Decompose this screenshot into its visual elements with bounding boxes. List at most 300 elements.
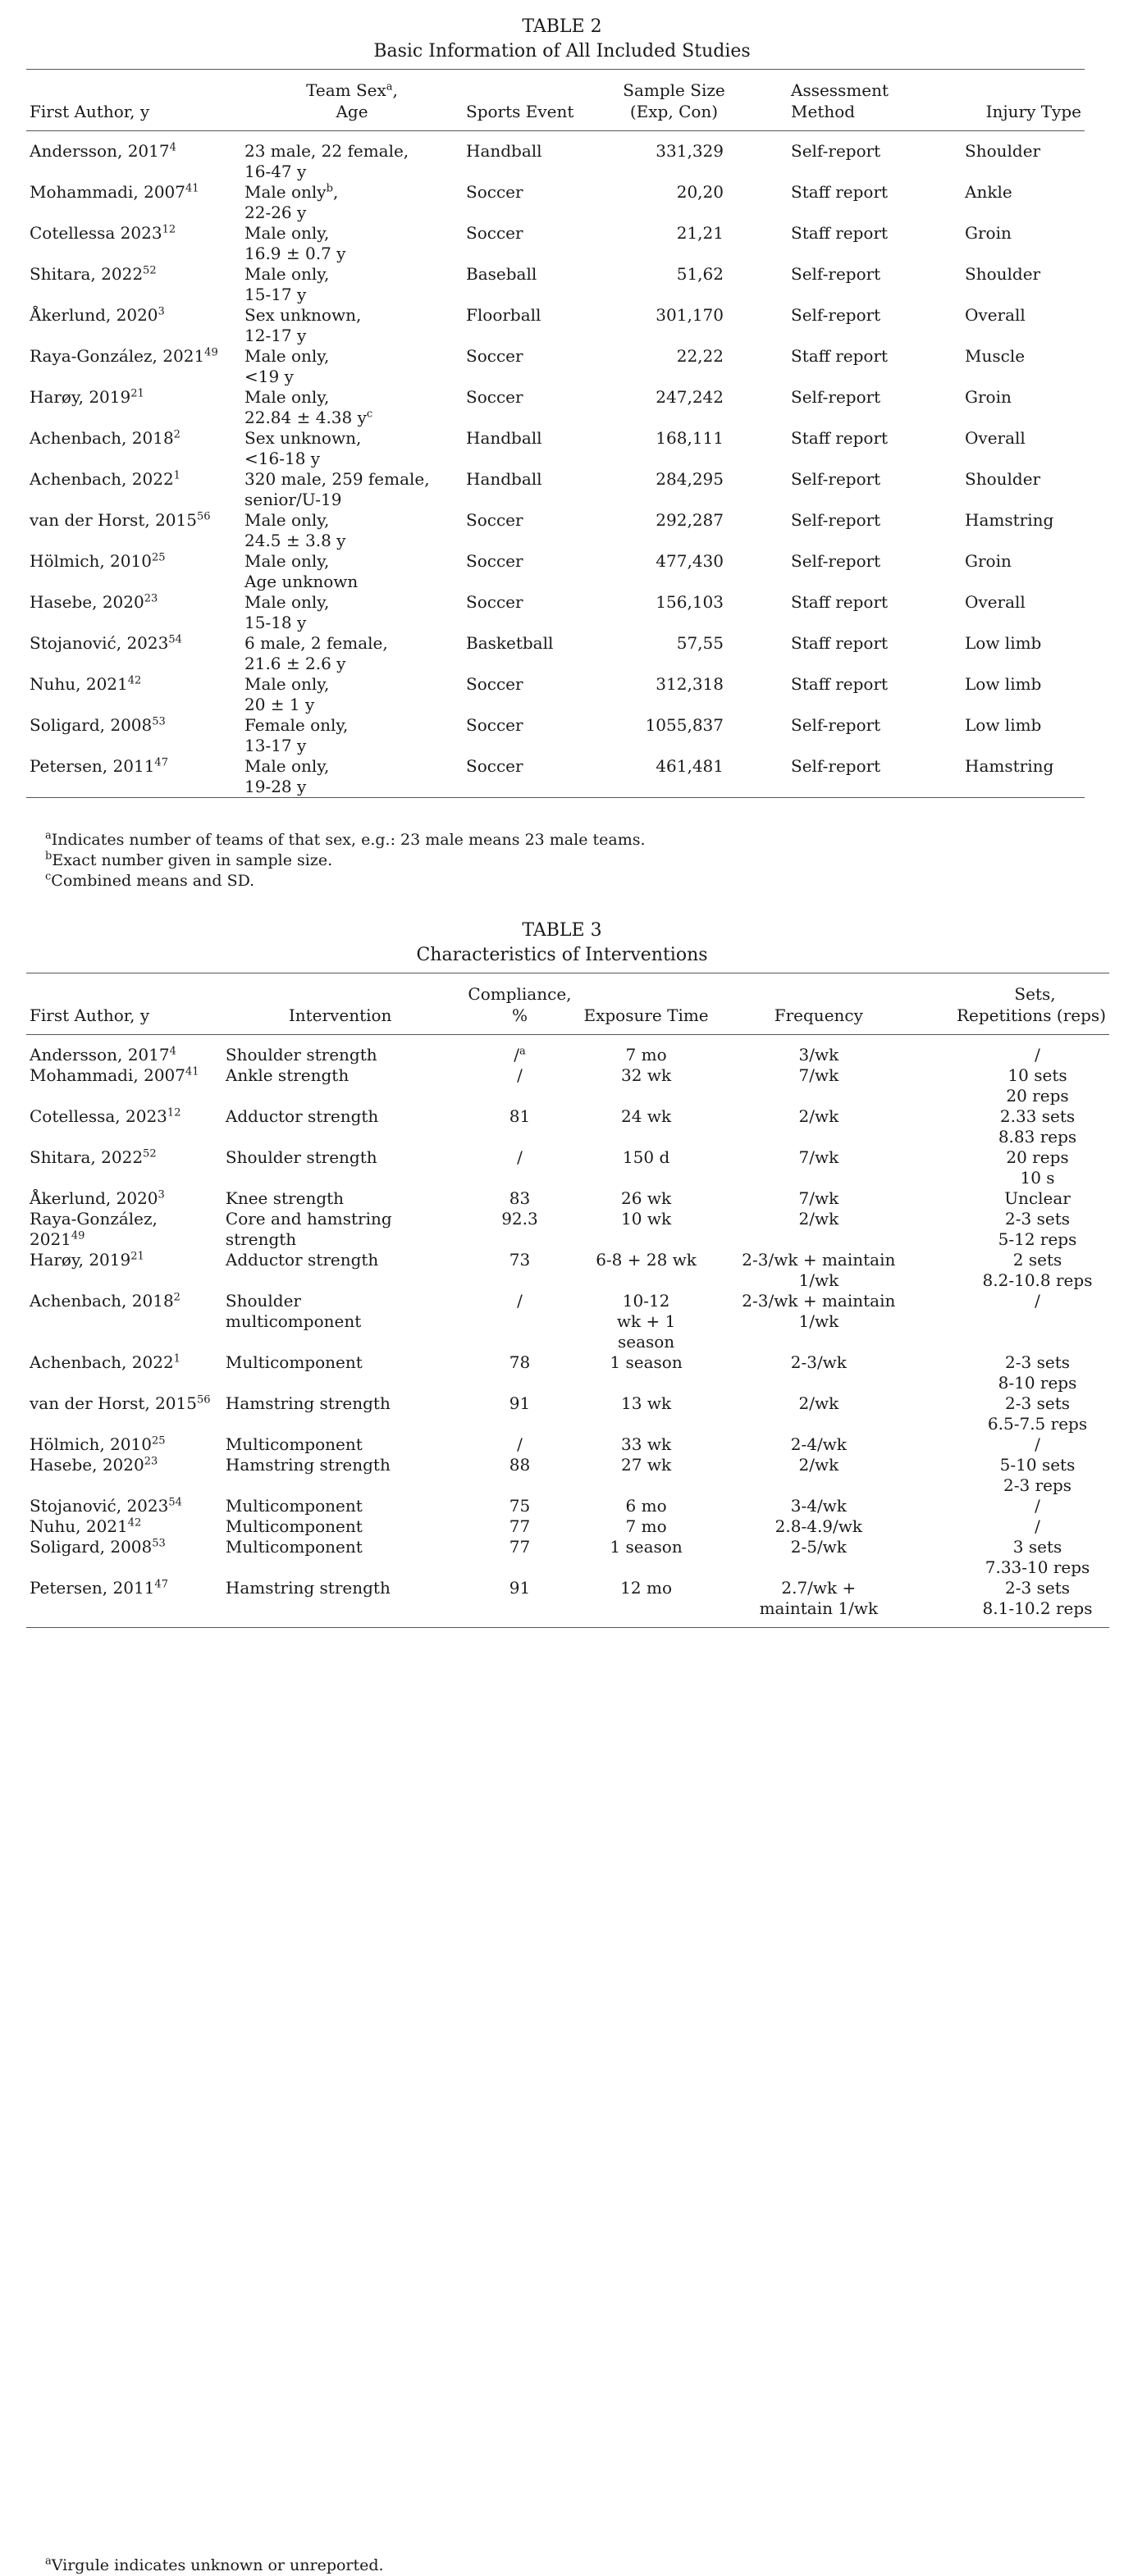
table-3-title: TABLE 3 xyxy=(522,920,602,941)
cell-sample-size xyxy=(615,756,733,798)
assessment-method: Self-report xyxy=(791,264,881,284)
cell-exposure-time xyxy=(575,1455,718,1496)
frequency: 2-3/wk + maintain 1/wk xyxy=(742,1291,896,1331)
author-name: Hölmich, 2010 xyxy=(30,1434,152,1454)
injury-type: Low limb xyxy=(965,715,1042,735)
compliance: / xyxy=(517,1065,523,1085)
cell-intervention xyxy=(216,1209,465,1250)
cell-frequency xyxy=(718,1209,920,1250)
team-sex: Sex unknown, xyxy=(244,305,362,325)
author-name: Achenbach, 2018 xyxy=(30,428,174,448)
cell-exposure-time xyxy=(575,1065,718,1106)
frequency: 2-5/wk xyxy=(790,1537,847,1557)
injury-type: Low limb xyxy=(965,633,1042,653)
assessment-method: Staff report xyxy=(791,633,889,653)
table-2-grid xyxy=(26,69,1085,798)
cell-intervention xyxy=(216,1188,465,1209)
reference-number: 4 xyxy=(169,141,176,154)
cell-exposure-time xyxy=(575,1250,718,1291)
cell-frequency xyxy=(718,1434,920,1455)
exposure-time: 33 wk xyxy=(621,1434,672,1454)
col-header-exposure-time: Exposure Time xyxy=(583,1005,709,1025)
sample-size: 22,22 xyxy=(676,346,724,366)
exposure-time: 27 wk xyxy=(621,1455,672,1475)
cell-sets-reps xyxy=(920,1188,1109,1209)
team-sex: Male only, xyxy=(244,264,330,284)
sample-size: 21,21 xyxy=(676,223,724,243)
team-sex: 320 male, 259 female, xyxy=(244,469,430,489)
cell-sets-reps xyxy=(920,1496,1109,1516)
cell-author xyxy=(26,510,241,551)
cell-exposure-time xyxy=(575,1578,718,1628)
cell-sets-reps xyxy=(920,1147,1109,1188)
team-age: 12-17 y xyxy=(244,326,307,345)
frequency: 2-3/wk + maintain 1/wk xyxy=(742,1250,896,1290)
cell-author xyxy=(26,715,241,756)
cell-compliance xyxy=(464,1496,574,1516)
cell-compliance xyxy=(464,1537,574,1578)
team-sex: Male only, xyxy=(244,510,330,530)
compliance: 91 xyxy=(509,1393,531,1413)
sports-event: Soccer xyxy=(466,182,523,202)
cell-author xyxy=(26,131,241,183)
intervention: multicomponent xyxy=(225,1311,362,1331)
compliance: / xyxy=(514,1045,519,1065)
compliance: 91 xyxy=(509,1578,531,1598)
cell-assessment-method xyxy=(733,182,947,223)
table-row xyxy=(26,551,1085,592)
table-row xyxy=(26,1537,1109,1578)
cell-assessment-method xyxy=(733,756,947,798)
cell-injury-type xyxy=(947,264,1085,305)
injury-type: Shoulder xyxy=(965,264,1041,284)
cell-sample-size xyxy=(615,551,733,592)
cell-author xyxy=(26,1352,216,1393)
team-age: 19-28 y xyxy=(244,777,307,796)
cell-sets-reps xyxy=(920,1393,1109,1434)
exposure-time: 1 season xyxy=(610,1537,683,1557)
cell-sets-reps xyxy=(920,1065,1109,1106)
intervention: Adductor strength xyxy=(225,1250,379,1270)
cell-compliance xyxy=(464,1455,574,1496)
cell-team-sex-age xyxy=(241,305,463,346)
compliance: / xyxy=(517,1434,523,1454)
cell-sports-event xyxy=(463,715,615,756)
cell-frequency xyxy=(718,1250,920,1291)
sets-reps: 2 sets xyxy=(1012,1250,1062,1270)
sample-size: 168,111 xyxy=(656,428,724,448)
cell-sports-event xyxy=(463,592,615,633)
cell-team-sex-age xyxy=(241,674,463,715)
exposure-time: season xyxy=(617,1332,675,1352)
cell-team-sex-age xyxy=(241,264,463,305)
cell-assessment-method xyxy=(733,346,947,387)
author-name: Achenbach, 2022 xyxy=(30,469,174,489)
table-row xyxy=(26,1496,1109,1516)
cell-compliance xyxy=(464,1352,574,1393)
sample-size: 57,55 xyxy=(676,633,724,653)
table-row xyxy=(26,1250,1109,1291)
cell-compliance xyxy=(464,1516,574,1537)
team-sex: Male only, xyxy=(244,223,330,243)
cell-sample-size xyxy=(615,387,733,428)
cell-sample-size xyxy=(615,428,733,469)
sets-reps: 20 reps xyxy=(1006,1147,1069,1167)
team-age: <16-18 y xyxy=(244,449,321,468)
assessment-method: Self-report xyxy=(791,715,881,735)
cell-assessment-method xyxy=(733,387,947,428)
cell-assessment-method xyxy=(733,305,947,346)
team-sex: Male only, xyxy=(244,387,330,407)
sets-reps: 5-12 reps xyxy=(998,1229,1077,1249)
sports-event: Soccer xyxy=(466,756,523,776)
compliance: / xyxy=(517,1291,523,1311)
cell-team-sex-age xyxy=(241,428,463,469)
cell-team-sex-age xyxy=(241,346,463,387)
reference-number: 12 xyxy=(167,1106,181,1119)
footnote-a: $^a$Virgule indicates unknown or unreported. xyxy=(45,2555,384,2574)
cell-author xyxy=(26,1291,216,1352)
injury-type: Overall xyxy=(965,592,1026,612)
sports-event: Basketball xyxy=(466,633,554,653)
sets-reps: / xyxy=(1035,1434,1040,1454)
table-row xyxy=(26,510,1085,551)
team-age: senior/U-19 xyxy=(244,490,342,509)
frequency: 3/wk xyxy=(798,1045,839,1065)
author-name: Achenbach, 2018 xyxy=(30,1291,174,1311)
sports-event: Soccer xyxy=(466,346,523,366)
sports-event: Soccer xyxy=(466,387,523,407)
reference-number: 25 xyxy=(151,551,166,564)
intervention: Adductor strength xyxy=(225,1106,379,1126)
compliance: 88 xyxy=(509,1455,531,1475)
exposure-time: 6-8 + 28 wk xyxy=(596,1250,697,1270)
table-row xyxy=(26,715,1085,756)
author-name: Åkerlund, 2020 xyxy=(30,305,158,325)
frequency: 2/wk xyxy=(798,1106,839,1126)
cell-sample-size xyxy=(615,715,733,756)
assessment-method: Self-report xyxy=(791,510,881,530)
team-sex: Male only, xyxy=(244,756,330,776)
reference-number: 3 xyxy=(158,305,165,318)
sports-event: Soccer xyxy=(466,715,523,735)
team-sex: Sex unknown, xyxy=(244,428,362,448)
assessment-method: Self-report xyxy=(791,387,881,407)
cell-frequency xyxy=(718,1516,920,1537)
sample-size: 20,20 xyxy=(676,182,724,202)
reference-number: 2 xyxy=(173,428,180,441)
exposure-time: 7 mo xyxy=(625,1516,667,1536)
author-name: Raya-González, 2021 xyxy=(30,1209,158,1249)
author-name: Hasebe, 2020 xyxy=(30,1455,144,1475)
exposure-time: 26 wk xyxy=(621,1188,672,1208)
frequency: 7/wk xyxy=(798,1188,839,1208)
injury-type: Groin xyxy=(965,387,1012,407)
cell-frequency xyxy=(718,1188,920,1209)
table-row xyxy=(26,1393,1109,1434)
assessment-method: Self-report xyxy=(791,756,881,776)
cell-author xyxy=(26,1496,216,1516)
table-row xyxy=(26,1578,1109,1628)
cell-frequency xyxy=(718,1035,920,1066)
cell-intervention xyxy=(216,1291,465,1352)
sets-reps: 8.83 reps xyxy=(998,1127,1077,1147)
sets-reps: 10 sets xyxy=(1007,1065,1067,1085)
cell-assessment-method xyxy=(733,428,947,469)
cell-team-sex-age xyxy=(241,633,463,674)
cell-injury-type xyxy=(947,592,1085,633)
exposure-time: 12 mo xyxy=(620,1578,672,1598)
cell-assessment-method xyxy=(733,715,947,756)
footnote-marker: a xyxy=(519,1045,526,1058)
table-row xyxy=(26,346,1085,387)
cell-intervention xyxy=(216,1393,465,1434)
injury-type: Ankle xyxy=(965,182,1012,202)
cell-author xyxy=(26,346,241,387)
footnote-b: $^b$Exact number given in sample size. xyxy=(45,850,333,869)
cell-author xyxy=(26,264,241,305)
cell-compliance xyxy=(464,1578,574,1628)
intervention: Multicomponent xyxy=(225,1352,363,1372)
cell-exposure-time xyxy=(575,1496,718,1516)
sample-size: 247,242 xyxy=(656,387,724,407)
intervention: Shoulder strength xyxy=(225,1147,377,1167)
cell-sample-size xyxy=(615,223,733,264)
author-name: Petersen, 2011 xyxy=(30,1578,155,1598)
sample-size: 477,430 xyxy=(656,551,724,571)
cell-exposure-time xyxy=(575,1434,718,1455)
author-name: Harøy, 2019 xyxy=(30,1250,131,1270)
sets-reps: 5-10 sets xyxy=(999,1455,1076,1475)
cell-sample-size xyxy=(615,592,733,633)
cell-frequency xyxy=(718,1496,920,1516)
sets-reps: 8.2-10.8 reps xyxy=(982,1270,1093,1290)
table-row xyxy=(26,633,1085,674)
table-2-caption: Basic Information of All Included Studies xyxy=(373,41,751,62)
injury-type: Groin xyxy=(965,551,1012,571)
cell-author xyxy=(26,633,241,674)
table-row xyxy=(26,428,1085,469)
team-sex: Male only, xyxy=(244,674,330,694)
intervention: Shoulder strength xyxy=(225,1045,377,1065)
author-name: van der Horst, 2015 xyxy=(30,1393,197,1413)
exposure-time: 7 mo xyxy=(625,1045,667,1065)
sets-reps: / xyxy=(1035,1516,1040,1536)
author-name: Achenbach, 2022 xyxy=(30,1352,174,1372)
col-header-author: First Author, y xyxy=(30,1005,150,1025)
exposure-time: 10 wk xyxy=(621,1209,672,1229)
exposure-time: wk + 1 xyxy=(616,1311,676,1331)
reference-number: 21 xyxy=(130,1250,144,1263)
cell-assessment-method xyxy=(733,469,947,510)
cell-author xyxy=(26,551,241,592)
intervention: Shoulder xyxy=(225,1291,301,1311)
cell-author xyxy=(26,387,241,428)
cell-sports-event xyxy=(463,346,615,387)
author-name: Raya-González, 2021 xyxy=(30,346,205,366)
injury-type: Overall xyxy=(965,428,1026,448)
exposure-time: 24 wk xyxy=(621,1106,672,1126)
cell-frequency xyxy=(718,1455,920,1496)
cell-intervention xyxy=(216,1516,465,1537)
table-3 xyxy=(0,919,1124,2574)
compliance: 78 xyxy=(509,1352,531,1372)
sets-reps: Unclear xyxy=(1004,1188,1071,1208)
author-name: Stojanović, 2023 xyxy=(30,633,169,653)
cell-author xyxy=(26,756,241,798)
intervention: Knee strength xyxy=(225,1188,345,1208)
reference-number: 52 xyxy=(143,1147,157,1160)
team-age: 21.6 ± 2.6 y xyxy=(244,654,346,673)
cell-author xyxy=(26,1537,216,1578)
reference-number: 23 xyxy=(144,592,158,605)
compliance: 73 xyxy=(509,1250,531,1270)
sample-size: 292,287 xyxy=(656,510,724,530)
cell-exposure-time xyxy=(575,1147,718,1188)
cell-sample-size xyxy=(615,674,733,715)
exposure-time: 150 d xyxy=(622,1147,670,1167)
table-row xyxy=(26,1291,1109,1352)
cell-sports-event xyxy=(463,182,615,223)
cell-sample-size xyxy=(615,305,733,346)
sets-reps: 3 sets xyxy=(1012,1537,1062,1557)
assessment-method: Staff report xyxy=(791,223,889,243)
author-name: Mohammadi, 2007 xyxy=(30,1065,185,1085)
table-row xyxy=(26,1106,1109,1147)
cell-author xyxy=(26,1393,216,1434)
cell-frequency xyxy=(718,1537,920,1578)
sets-reps: / xyxy=(1035,1496,1040,1516)
reference-number: 53 xyxy=(152,715,166,728)
author-name: Nuhu, 2021 xyxy=(30,674,128,694)
col-header-sample-size: Sample Size (Exp, Con) xyxy=(623,80,725,121)
team-sex: Female only, xyxy=(244,715,349,735)
sports-event: Handball xyxy=(466,428,542,448)
table-3-grid xyxy=(26,973,1109,1628)
cell-injury-type xyxy=(947,428,1085,469)
author-name: Petersen, 2011 xyxy=(30,756,155,776)
cell-assessment-method xyxy=(733,264,947,305)
cell-author xyxy=(26,1434,216,1455)
table-row xyxy=(26,674,1085,715)
sample-size: 284,295 xyxy=(656,469,724,489)
cell-sets-reps xyxy=(920,1250,1109,1291)
table-3-header-row xyxy=(26,973,1109,1035)
cell-injury-type xyxy=(947,223,1085,264)
cell-intervention xyxy=(216,1035,465,1066)
compliance: 75 xyxy=(509,1496,531,1516)
cell-injury-type xyxy=(947,469,1085,510)
sports-event: Soccer xyxy=(466,551,523,571)
cell-sample-size xyxy=(615,633,733,674)
cell-compliance xyxy=(464,1393,574,1434)
cell-frequency xyxy=(718,1291,920,1352)
footnote-c: $^c$Combined means and SD. xyxy=(45,870,255,890)
sets-reps: 2-3 sets xyxy=(1005,1578,1070,1598)
reference-number: 41 xyxy=(185,1065,199,1078)
injury-type: Groin xyxy=(965,223,1012,243)
compliance: 77 xyxy=(509,1537,531,1557)
cell-intervention xyxy=(216,1065,465,1106)
injury-type: Muscle xyxy=(965,346,1026,366)
sets-reps: 20 reps xyxy=(1006,1086,1069,1106)
assessment-method: Staff report xyxy=(791,674,889,694)
cell-team-sex-age xyxy=(241,715,463,756)
cell-injury-type xyxy=(947,346,1085,387)
assessment-method: Self-report xyxy=(791,141,881,161)
exposure-time: 13 wk xyxy=(621,1393,672,1413)
cell-sample-size xyxy=(615,182,733,223)
frequency: 2-4/wk xyxy=(790,1434,847,1454)
team-sex: Male only, xyxy=(244,592,330,612)
cell-sports-event xyxy=(463,633,615,674)
col-header-sets-reps: Sets, Repetitions (reps) xyxy=(956,984,1106,1025)
footnote-marker: b xyxy=(326,182,333,195)
cell-compliance xyxy=(464,1065,574,1106)
cell-frequency xyxy=(718,1352,920,1393)
injury-type: Shoulder xyxy=(965,469,1041,489)
cell-author xyxy=(26,592,241,633)
intervention: Multicomponent xyxy=(225,1434,363,1454)
cell-author xyxy=(26,1106,216,1147)
table-row xyxy=(26,305,1085,346)
intervention: Hamstring strength xyxy=(225,1393,391,1413)
cell-sample-size xyxy=(615,131,733,183)
cell-team-sex-age xyxy=(241,131,463,183)
cell-author xyxy=(26,223,241,264)
team-age: 15-18 y xyxy=(244,613,307,632)
col-header-author: First Author, y xyxy=(30,102,150,121)
table-row xyxy=(26,756,1085,798)
cell-compliance xyxy=(464,1250,574,1291)
compliance: 81 xyxy=(509,1106,531,1126)
cell-team-sex-age xyxy=(241,756,463,798)
cell-assessment-method xyxy=(733,131,947,183)
author-name: Mohammadi, 2007 xyxy=(30,182,185,202)
exposure-time: 1 season xyxy=(610,1352,683,1372)
cell-frequency xyxy=(718,1106,920,1147)
table-3-caption: Characteristics of Interventions xyxy=(416,945,708,965)
sports-event: Floorball xyxy=(466,305,541,325)
cell-sample-size xyxy=(615,264,733,305)
sports-event: Soccer xyxy=(466,223,523,243)
sets-reps: 2-3 reps xyxy=(1003,1475,1072,1495)
cell-frequency xyxy=(718,1578,920,1628)
reference-number: 4 xyxy=(169,1045,176,1058)
compliance: 92.3 xyxy=(501,1209,538,1229)
footnote-a: $^a$Indicates number of teams of that sex, e.g.: 23 male means 23 male teams. xyxy=(45,829,646,849)
frequency: 7/wk xyxy=(798,1147,839,1167)
cell-team-sex-age xyxy=(241,510,463,551)
cell-author xyxy=(26,1516,216,1537)
table-row xyxy=(26,387,1085,428)
sample-size: 301,170 xyxy=(656,305,724,325)
compliance: / xyxy=(517,1147,523,1167)
cell-exposure-time xyxy=(575,1516,718,1537)
frequency: 2/wk xyxy=(798,1455,839,1475)
cell-intervention xyxy=(216,1147,465,1188)
cell-compliance xyxy=(464,1434,574,1455)
table-2-footnotes xyxy=(45,830,646,891)
sample-size: 156,103 xyxy=(656,592,724,612)
cell-compliance xyxy=(464,1209,574,1250)
cell-sports-event xyxy=(463,264,615,305)
exposure-time: 32 wk xyxy=(621,1065,672,1085)
sample-size: 312,318 xyxy=(656,674,724,694)
reference-number: 1 xyxy=(173,469,180,482)
reference-number: 54 xyxy=(168,633,182,646)
cell-author xyxy=(26,469,241,510)
